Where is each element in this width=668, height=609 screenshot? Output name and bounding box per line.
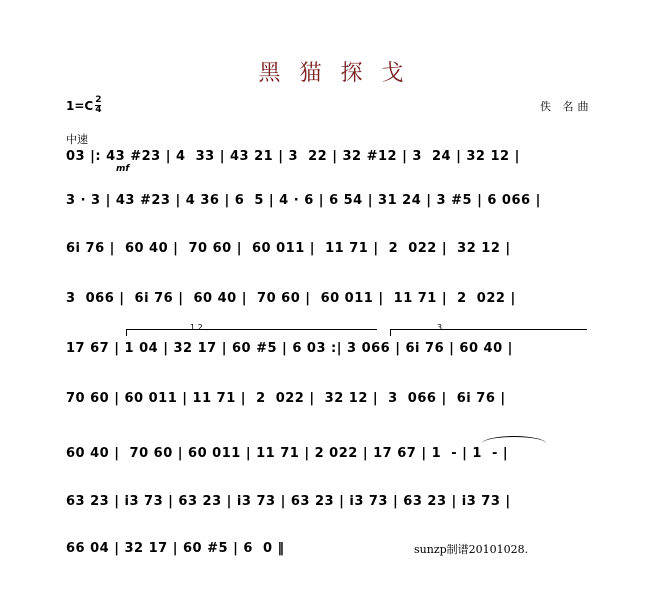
composer-credit: 佚 名曲 — [540, 100, 593, 113]
tempo-marking: 中速 — [66, 133, 88, 146]
score-line-6: 70 60 | 60 011 | 11 71 | 2 022 | 32 12 | 3 066 | 6i 76 | — [66, 391, 506, 406]
score-line-2: 3 · 3 | 43 #23 | 4 36 | 6 5 | 4 · 6 | 6 54 | 31 24 | 3 #5 | 6 066 | — [66, 193, 541, 208]
key-signature — [66, 96, 101, 115]
score-line-5: 17 67 | 1 04 | 32 17 | 60 #5 | 6 03 :| 3 066 | 6i 76 | 60 40 | — [66, 341, 513, 356]
dynamic-marking: mf — [116, 164, 130, 174]
volta-second-label: 3 — [437, 323, 443, 332]
volta-first-ending — [126, 329, 377, 336]
score-title: 黑 猫 探 戈 — [258, 61, 410, 86]
score-line-1: 03 |: 43 #23 | 4 33 | 43 21 | 3 22 | 32 #12 | 3 24 | 32 12 | — [66, 149, 520, 164]
volta-second-ending — [390, 329, 587, 336]
score-line-4: 3 066 | 6i 76 | 60 40 | 70 60 | 60 011 | 11 71 | 2 022 | — [66, 291, 516, 306]
score-line-9: 66 04 | 32 17 | 60 #5 | 6 0 ‖ — [66, 541, 285, 556]
score-line-8: 63 23 | i3 73 | 63 23 | i3 73 | 63 23 | i3 73 | 63 23 | i3 73 | — [66, 494, 511, 509]
score-line-3: 6i 76 | 60 40 | 70 60 | 60 011 | 11 71 | 2 022 | 32 12 | — [66, 241, 511, 256]
key-label: 1=C — [66, 98, 94, 113]
time-signature — [95, 96, 101, 115]
score-line-7: 60 40 | 70 60 | 60 011 | 11 71 | 2 022 | 17 67 | 1 - | 1 - | — [66, 446, 509, 461]
footer-credit: sunzp制谱20101028. — [414, 543, 529, 556]
volta-first-label: 1 2 — [190, 323, 203, 332]
time-signature-top: 2 — [95, 95, 102, 105]
time-signature-bottom: 4 — [95, 105, 102, 115]
